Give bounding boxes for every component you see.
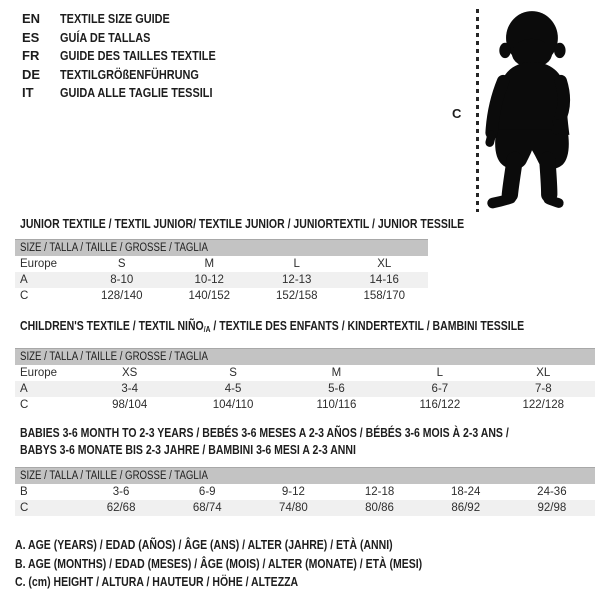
size-cell: M <box>331 367 342 379</box>
junior-size-header-bar <box>15 239 428 256</box>
months-cell: 6-9 <box>198 486 216 498</box>
junior-age-row <box>15 272 428 288</box>
size-cell: XL <box>377 258 392 270</box>
row-label-cell: A <box>15 272 78 288</box>
junior-section-title-text: JUNIOR TEXTILE / TEXTIL JUNIOR/ TEXTILE JUNIOR / JUNIORTEXTIL / JUNIOR TESSILE <box>20 217 465 231</box>
height-cell: 62/68 <box>78 500 164 516</box>
footnote-age-years-text: A. AGE (YEARS) / EDAD (AÑOS) / ÂGE (ANS) / ALTER (JAHRE) / ETÀ (ANNI) <box>15 538 393 552</box>
junior-columns-row <box>15 256 428 272</box>
babies-section-title <box>20 425 595 459</box>
months-cell: 12-18 <box>364 486 395 498</box>
babies-textile-section <box>15 425 595 516</box>
height-cell: 74/80 <box>250 500 336 516</box>
language-title: GUIDE DES TAILLES TEXTILE <box>60 48 216 63</box>
children-size-table <box>15 365 595 413</box>
children-textile-section <box>15 319 595 413</box>
height-cell: 98/104 <box>112 399 148 411</box>
height-cell: 158/170 <box>363 290 406 302</box>
row-label-cell: A <box>15 381 78 397</box>
footnote-legend <box>15 536 500 592</box>
children-section-title <box>20 319 595 337</box>
language-row-en <box>22 10 245 29</box>
babies-height-row <box>15 500 595 516</box>
language-code: ES <box>22 29 40 45</box>
babies-title-line1: BABIES 3-6 MONTH TO 2-3 YEARS / BEBÉS 3-6 MESES A 2-3 AÑOS / BÉBÉS 3-6 MOIS À 2-3 ANS / <box>20 426 509 440</box>
children-age-row <box>15 381 595 397</box>
row-label-cell: C <box>15 500 78 516</box>
months-cell: 3-6 <box>112 486 130 498</box>
language-code: FR <box>22 48 40 63</box>
height-cell: 110/116 <box>316 399 357 411</box>
language-title: TEXTILGRÖßENFÜHRUNG <box>60 66 199 82</box>
size-cell: M <box>204 258 215 270</box>
age-cell: 5-6 <box>285 381 388 397</box>
language-row-it <box>22 84 245 103</box>
age-cell: 4-5 <box>181 381 284 397</box>
size-cell: S <box>229 367 237 379</box>
language-title: GUIDA ALLE TAGLIE TESSILI <box>60 85 213 100</box>
language-row-de <box>22 66 245 85</box>
size-cell: XL <box>536 367 551 379</box>
age-cell: 7-8 <box>492 381 595 397</box>
children-title-part2: / TEXTILE DES ENFANTS / KINDERTEXTIL / BAMBINI TESSILE <box>210 319 525 333</box>
size-cell: S <box>117 258 126 270</box>
footnote-age-months-text: B. AGE (MONTHS) / EDAD (MESES) / ÂGE (MOIS) / ALTER (MONATE) / ETÀ (MESI) <box>15 556 423 571</box>
children-size-header-bar <box>15 348 595 365</box>
age-cell: 3-4 <box>78 381 181 397</box>
height-cell: 80/86 <box>336 500 422 516</box>
size-cell: L <box>293 258 300 270</box>
footnote-height-cm <box>15 573 500 592</box>
language-title-list <box>22 10 245 103</box>
language-title: TEXTILE SIZE GUIDE <box>60 11 170 26</box>
children-title-part1: CHILDREN'S TEXTILE / TEXTIL NIÑO <box>20 319 204 333</box>
footnote-height-cm-text: C. (cm) HEIGHT / ALTURA / HAUTEUR / HÖHE / ALTEZZA <box>15 575 299 589</box>
babies-title-line2: BABYS 3-6 MONATE BIS 2-3 JAHRE / BAMBINI 3-6 MESI A 2-3 ANNI <box>20 443 356 457</box>
language-title: GUÍA DE TALLAS <box>60 29 151 45</box>
age-cell: 12-13 <box>253 272 341 288</box>
height-measure-label: C <box>452 106 462 121</box>
height-cell: 140/152 <box>188 290 231 302</box>
age-cell: 6-7 <box>388 381 491 397</box>
row-label-cell: B <box>20 486 28 498</box>
age-cell: 10-12 <box>166 272 254 288</box>
months-cell: 9-12 <box>281 486 305 498</box>
junior-height-row <box>15 288 428 304</box>
babies-size-header-bar <box>15 467 595 484</box>
junior-size-table <box>15 256 428 304</box>
babies-size-table <box>15 484 595 516</box>
height-cell: 86/92 <box>423 500 509 516</box>
size-cell: XS <box>122 367 138 379</box>
children-columns-row <box>15 365 595 381</box>
footnote-age-years <box>15 536 500 555</box>
language-code: IT <box>22 85 34 100</box>
children-height-row <box>15 397 595 413</box>
size-header-label: SIZE / TALLA / TAILLE / GRÖSSE / TAGLIA <box>20 242 208 254</box>
junior-section-title <box>20 217 465 231</box>
language-row-es <box>22 29 245 48</box>
height-cell: 92/98 <box>509 500 595 516</box>
row-label-cell: Europe <box>20 258 58 270</box>
row-label-cell: C <box>20 290 29 302</box>
height-measure-dashed-line <box>476 9 479 212</box>
row-label-cell: Europe <box>20 367 58 379</box>
language-code: DE <box>22 66 41 82</box>
height-cell: 116/122 <box>419 399 461 411</box>
footnote-age-months <box>15 555 500 574</box>
size-header-label: SIZE / TALLA / TAILLE / GRÖSSE / TAGLIA <box>20 351 208 363</box>
baby-silhouette-icon <box>483 6 579 212</box>
row-label-cell: C <box>20 399 29 411</box>
junior-textile-section <box>15 217 465 304</box>
age-cell: 8-10 <box>78 272 166 288</box>
height-cell: 128/140 <box>100 290 143 302</box>
months-cell: 18-24 <box>450 486 481 498</box>
months-cell: 24-36 <box>537 486 567 498</box>
size-cell: L <box>436 367 444 379</box>
age-cell: 14-16 <box>341 272 429 288</box>
height-cell: 152/158 <box>275 290 318 302</box>
children-title-subscript: /A <box>203 325 211 334</box>
language-code: EN <box>22 11 41 26</box>
size-header-label: SIZE / TALLA / TAILLE / GRÖSSE / TAGLIA <box>20 470 208 482</box>
language-row-fr <box>22 47 245 66</box>
height-cell: 122/128 <box>522 399 565 411</box>
height-cell: 68/74 <box>164 500 250 516</box>
height-cell: 104/110 <box>212 399 254 411</box>
children-section-title-text <box>20 319 524 337</box>
babies-months-row <box>15 484 595 500</box>
